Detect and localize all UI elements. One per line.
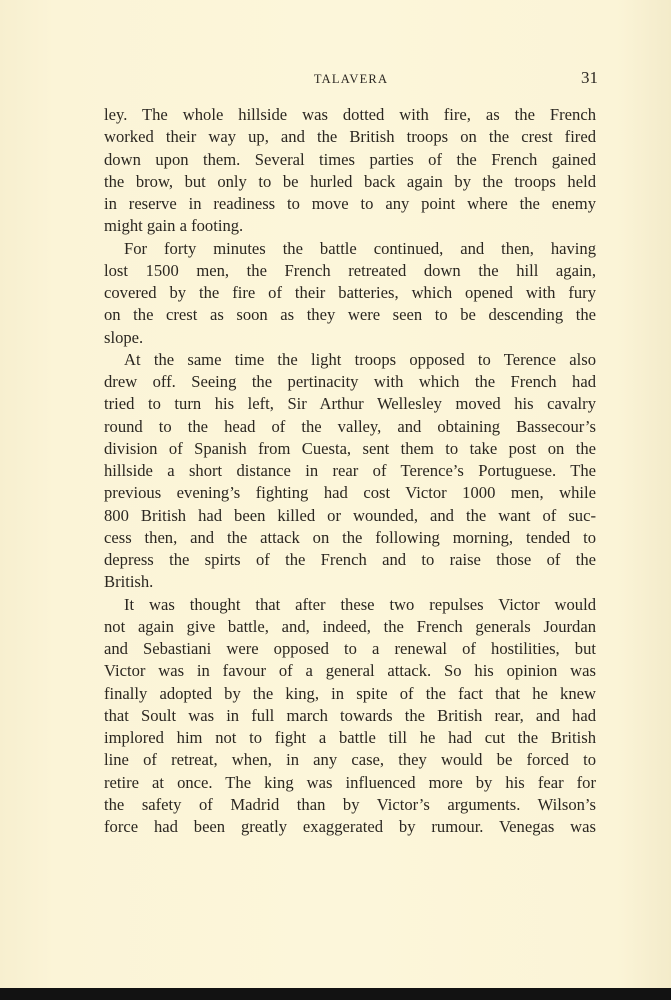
text-line: retire at once. The king was influenced more by his fear for — [104, 772, 596, 792]
text-line: Victor was in favour of a general attack. So his opinion was — [104, 661, 596, 681]
text-line: covered by the fire of their batteries, which opened with fury — [104, 283, 596, 302]
text-line: At the same time the light troops opposed to Terence also — [124, 349, 596, 369]
text-line: line of retreat, when, in any case, they would be forced to — [104, 750, 596, 770]
text-line: force had been greatly exaggerated by rumour. Venegas was — [104, 817, 596, 836]
text-line: down upon them. Several times parties of the French gained — [104, 149, 596, 169]
text-line: not again give battle, and, indeed, the French generals Jourdan — [104, 616, 596, 636]
text-line: For forty minutes the battle continued, and then, having — [124, 238, 596, 258]
scan-edge-bar — [0, 988, 671, 1000]
text-line: worked their way up, and the British troops on the crest fired — [104, 127, 596, 147]
text-line: It was thought that after these two repulses Victor would — [124, 594, 596, 614]
text-line: the safety of Madrid than by Victor’s arguments. Wilson’s — [104, 794, 596, 814]
text-line: might gain a footing. — [104, 216, 244, 236]
text-line: ley. The whole hillside was dotted with fire, as the French — [104, 105, 596, 124]
text-line: in reserve in readiness to move to any point where the enemy — [104, 194, 596, 213]
text-line: slope. — [104, 327, 144, 347]
text-line: cess then, and the attack on the following morning, tended to — [104, 527, 596, 547]
text-line: British. — [104, 572, 154, 592]
body-text — [104, 104, 596, 838]
text-line: on the crest as soon as they were seen to be descending the — [104, 305, 596, 325]
text-line: previous evening’s fighting had cost Victor 1000 men, while — [104, 483, 596, 503]
text-line: hillside a short distance in rear of Terence’s Portuguese. The — [104, 461, 596, 480]
running-head — [104, 68, 598, 90]
text-line: 800 British had been killed or wounded, and the want of suc- — [104, 505, 596, 525]
text-line: lost 1500 men, the French retreated down the hill again, — [104, 260, 596, 280]
page-number: 31 — [581, 68, 598, 87]
text-line: the brow, but only to be hurled back again by the troops held — [104, 171, 596, 191]
text-line: tried to turn his left, Sir Arthur Wellesley moved his cavalry — [104, 394, 596, 414]
text-line: finally adopted by the king, in spite of the fact that he knew — [104, 683, 596, 703]
text-line: depress the spirts of the French and to raise those of the — [104, 550, 596, 569]
text-line: drew off. Seeing the pertinacity with which the French had — [104, 372, 596, 391]
text-line: and Sebastiani were opposed to a renewal of hostilities, but — [104, 639, 596, 658]
text-line: round to the head of the valley, and obtaining Bassecour’s — [104, 416, 596, 436]
running-title: TALAVERA — [313, 72, 389, 86]
text-line: division of Spanish from Cuesta, sent them to take post on the — [104, 438, 596, 458]
text-line: implored him not to fight a battle till he had cut the British — [104, 728, 596, 747]
text-line: that Soult was in full march towards the British rear, and had — [104, 705, 596, 725]
